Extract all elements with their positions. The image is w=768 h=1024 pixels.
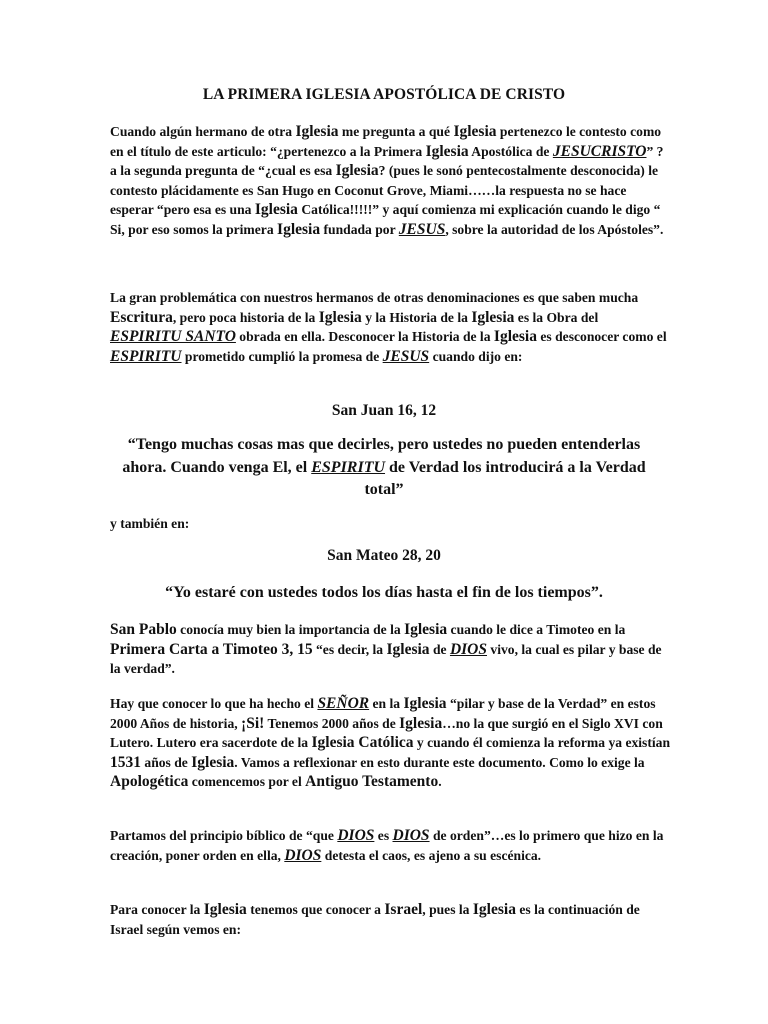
emphasis-underlined: ESPIRITU (311, 458, 386, 476)
text-run: , pues la (422, 902, 473, 917)
text-run: tenemos que conocer a (246, 902, 385, 917)
text-run: prometido cumplió la promesa de (181, 348, 383, 364)
emphasis-underlined: JESUCRISTO (552, 142, 647, 160)
text-run: . Vamos a reflexionar en esto durante este documento. Como lo exige la (234, 754, 645, 770)
emphasis-underlined: DIOS (337, 827, 375, 844)
text-run: La gran problemática con nuestros hermanos de otras denominaciones es que saben mucha (110, 290, 639, 305)
emphasis-large: Iglesia (386, 640, 430, 658)
text-also: y también en: (110, 516, 190, 531)
emphasis-underlined: JESUS (398, 220, 446, 238)
emphasis-underlined: DIOS (392, 827, 430, 844)
paragraph-israel (110, 900, 670, 939)
quote-san-mateo: “Yo estaré con ustedes todos los días hasta el fin de los tiempos”. (165, 584, 603, 601)
emphasis-large: Iglesia (404, 621, 448, 638)
quote-san-juan (120, 434, 648, 502)
paragraph-intro (110, 122, 670, 239)
text-run: años de (141, 754, 192, 770)
text-run: es (374, 828, 393, 843)
emphasis-large: Iglesia (399, 714, 443, 732)
text-run: …no la que surgió en el Siglo XVI con Lutero. Lutero era sacerdote de la (110, 715, 663, 750)
emphasis-large: Iglesia (203, 901, 247, 918)
text-run: de Verdad los introducirá a la Verdad total” (364, 458, 646, 498)
text-run: fundada por (320, 221, 399, 237)
text-run: es la Obra del (514, 309, 599, 325)
reference-san-juan: San Juan 16, 12 (331, 402, 437, 419)
emphasis-large: San Pablo (110, 621, 177, 638)
text-run: ” ? a la segunda pregunta de “¿cual es esa (110, 143, 664, 178)
text-run: de (429, 641, 450, 657)
emphasis-large: Iglesia (471, 308, 515, 326)
text-run: pertenezco le contesto como en el título de este articulo: “¿pertenezco a la Primera (110, 124, 662, 159)
text-run: cuando dijo en: (429, 348, 523, 364)
text-run: en la (369, 696, 404, 711)
text-run: vivo, la cual es pilar y base de la verdad”. (110, 641, 662, 676)
text-run: cuando le dice a Timoteo en la (447, 622, 626, 637)
emphasis-underlined: SEÑOR (317, 695, 370, 712)
text-run: Tenemos 2000 años de (264, 715, 400, 731)
text-run: detesta el caos, es ajeno a su escénica. (321, 847, 542, 863)
emphasis-large: Iglesia (493, 328, 537, 345)
paragraph-conocer-senor (110, 694, 670, 792)
emphasis-large: Iglesia (453, 123, 497, 140)
emphasis-underlined: DIOS (284, 846, 322, 864)
text-run: ? (pues le sonó pentecostalmente desconocida) le contesto plácidamente es San Hugo en Coconut Grove, Miami……la respuesta no se hace esperar “pero esa es una (110, 163, 659, 217)
emphasis-large: Iglesia (191, 753, 235, 771)
text-run: es la continuación de Israel según vemos en: (110, 902, 640, 937)
emphasis-underlined: DIOS (449, 640, 487, 658)
emphasis-large: Iglesia (472, 901, 516, 918)
text-run: , sobre la autoridad de los Apóstoles”. (445, 221, 664, 237)
text-run: Hay que conocer lo que ha hecho el (110, 696, 318, 711)
text-run: Cuando algún hermano de otra (110, 124, 296, 139)
emphasis-large: Apologética (110, 773, 189, 790)
emphasis-large: Iglesia (335, 162, 379, 179)
text-run: es desconocer como el (536, 329, 667, 344)
text-run: y la Historia de la (361, 309, 472, 325)
emphasis-large: Iglesia Católica (311, 734, 414, 751)
text-run: “Tengo muchas cosas mas que decirles, pero ustedes no pueden entenderlas ahora. Cuando venga El, el (122, 436, 641, 476)
text-run: Apostólica de (468, 143, 553, 159)
emphasis-large: Israel (384, 901, 423, 918)
emphasis-underlined: JESUS (382, 347, 430, 365)
text-run: y cuando él comienza la reforma ya existían (413, 735, 670, 750)
text-run: obrada en ella. Desconocer la Historia de la (235, 329, 494, 344)
emphasis-underlined: ESPIRITU SANTO (110, 328, 236, 345)
emphasis-large: Iglesia (295, 123, 339, 140)
text-run: Partamos del principio bíblico de “que (110, 828, 338, 843)
paragraph-san-pablo (110, 620, 670, 679)
reference-san-mateo: San Mateo 28, 20 (327, 547, 441, 564)
text-run: Católica!!!!!” y aquí comienza mi explicación cuando le digo “ Si, por eso somos la primera (110, 202, 661, 237)
text-run: me pregunta a qué (338, 124, 454, 139)
emphasis-large: Escritura (110, 308, 173, 326)
paragraph-problematica (110, 288, 670, 366)
emphasis-large: Primera Carta a Timoteo 3, 15 (110, 640, 313, 658)
emphasis-underlined: ESPIRITU (110, 347, 182, 365)
text-run: . (438, 774, 442, 789)
emphasis-large: Iglesia (277, 220, 321, 238)
emphasis-large: 1531 (110, 753, 141, 771)
text-run: “pilar y base de la Verdad” en estos 2000 Años de historia, (110, 696, 656, 731)
text-run: “es decir, la (312, 641, 387, 657)
text-run: , pero poca historia de la (172, 309, 319, 325)
text-run: comencemos por el (188, 774, 306, 789)
paragraph-principio-biblico (110, 826, 670, 865)
document-title: LA PRIMERA IGLESIA APOSTÓLICA DE CRISTO (202, 86, 566, 103)
emphasis-large: Antiguo Testamento (305, 773, 439, 790)
emphasis-large: Iglesia (318, 308, 362, 326)
text-run: conocía muy bien la importancia de la (176, 622, 405, 637)
emphasis-large: Iglesia (425, 142, 469, 160)
emphasis-large: ¡Si! (241, 714, 265, 732)
emphasis-large: Iglesia (254, 201, 298, 218)
emphasis-large: Iglesia (403, 695, 447, 712)
text-run: Para conocer la (110, 902, 204, 917)
text-run: de orden”…es lo primero que hizo en la creación, poner orden en ella, (110, 828, 664, 863)
